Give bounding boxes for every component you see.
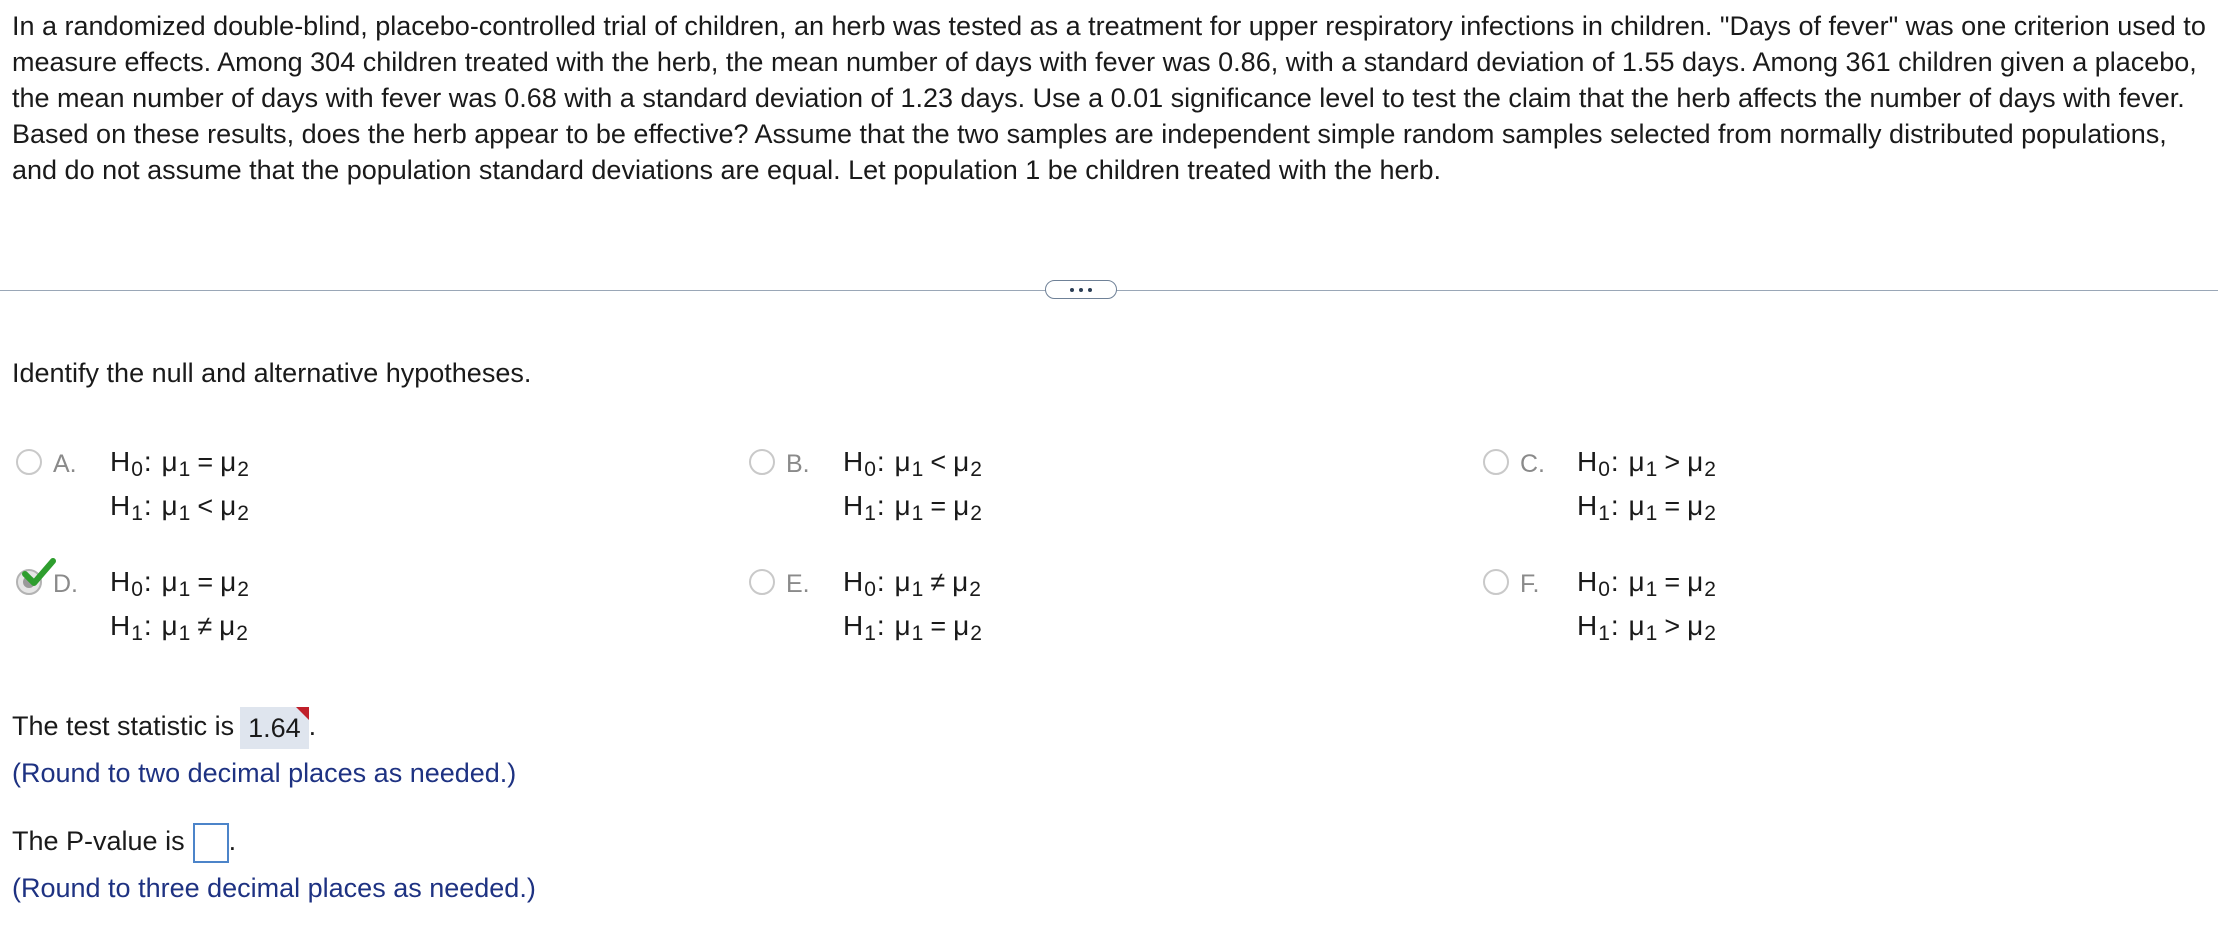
p-value-line — [12, 823, 236, 863]
option-letter: B. — [786, 450, 810, 478]
radio-button[interactable] — [16, 449, 42, 475]
radio-button[interactable] — [1483, 449, 1509, 475]
null-hypothesis: $H_0$: $\mu_1 = \mu_2$ — [1577, 566, 1717, 601]
alternative-hypothesis: $H_1$: $\mu_1 \ne \mu_2$ — [110, 610, 249, 645]
option-c[interactable] — [1483, 445, 2083, 535]
relation: = — [197, 447, 215, 477]
option-b[interactable] — [749, 445, 1349, 535]
relation: > — [1664, 611, 1682, 641]
relation: = — [197, 567, 215, 597]
test-statistic-prefix: The test statistic is — [12, 711, 235, 742]
alternative-hypothesis: $H_1$: $\mu_1 = \mu_2$ — [1577, 490, 1717, 525]
null-hypothesis: $H_0$: $\mu_1 = \mu_2$ — [110, 566, 250, 601]
null-hypothesis: $H_0$: $\mu_1 \ne \mu_2$ — [843, 566, 982, 601]
p-value-input[interactable] — [193, 823, 229, 863]
question-prompt: Identify the null and alternative hypotheses. — [12, 358, 532, 388]
null-hypothesis: $H_0$: $\mu_1 = \mu_2$ — [110, 446, 250, 481]
option-letter: D. — [53, 570, 78, 598]
radio-button[interactable] — [749, 569, 775, 595]
ellipsis-icon — [1079, 288, 1083, 292]
p-value-prefix: The P-value is — [12, 826, 185, 857]
test-statistic-line — [12, 707, 316, 749]
null-hypothesis: $H_0$: $\mu_1 < \mu_2$ — [843, 446, 983, 481]
p-value-hint: (Round to three decimal places as needed.) — [12, 873, 536, 903]
alternative-hypothesis: $H_1$: $\mu_1 > \mu_2$ — [1577, 610, 1717, 645]
option-letter: E. — [786, 570, 810, 598]
radio-button[interactable] — [1483, 569, 1509, 595]
alternative-hypothesis: $H_1$: $\mu_1 = \mu_2$ — [843, 490, 983, 525]
test-statistic-suffix: . — [308, 711, 317, 742]
option-e[interactable] — [749, 565, 1349, 655]
option-letter: F. — [1520, 570, 1540, 598]
relation: = — [1664, 491, 1682, 521]
problem-statement: In a randomized double-blind, placebo-controlled trial of children, an herb was tested as a treatment for upper respiratory infections in children. "Days of fever" was one criterion used to measure effects. Among 304 children treated with the herb, the mean number of days with fever was 0.86, with a standard deviation of 1.55 days. Among 361 children given a placebo, the mean number of days with fever was 0.68 with a standard deviation of 1.23 days. Use a 0.01 significance level to test the claim that the herb affects the number of days with fever. Based on these results, does the herb appear to be effective? Assume that the two samples are independent simple random samples selected from normally distributed populations, and do not assume that the population standard deviations are equal. Let population 1 be children treated with the herb. — [12, 11, 2206, 185]
relation: = — [930, 611, 948, 641]
relation: > — [1664, 447, 1682, 477]
option-letter: C. — [1520, 450, 1545, 478]
ellipsis-icon — [1088, 288, 1092, 292]
relation: ≠ — [197, 611, 214, 641]
null-hypothesis: $H_0$: $\mu_1 > \mu_2$ — [1577, 446, 1717, 481]
alternative-hypothesis: $H_1$: $\mu_1 < \mu_2$ — [110, 490, 250, 525]
incorrect-flag-icon — [296, 707, 309, 720]
relation: = — [1664, 567, 1682, 597]
ellipsis-icon — [1070, 288, 1074, 292]
test-statistic-hint: (Round to two decimal places as needed.) — [12, 758, 517, 788]
test-statistic-answer[interactable]: 1.64 — [240, 707, 309, 749]
relation: < — [197, 491, 215, 521]
relation: < — [930, 447, 948, 477]
checkmark-icon — [22, 557, 56, 591]
option-f[interactable] — [1483, 565, 2083, 655]
option-letter: A. — [53, 450, 77, 478]
relation: = — [930, 491, 948, 521]
radio-button[interactable] — [749, 449, 775, 475]
option-d[interactable] — [16, 565, 616, 655]
relation: ≠ — [930, 567, 947, 597]
p-value-suffix: . — [228, 826, 237, 857]
alternative-hypothesis: $H_1$: $\mu_1 = \mu_2$ — [843, 610, 983, 645]
option-a[interactable] — [16, 445, 616, 535]
more-button[interactable] — [1045, 280, 1117, 299]
